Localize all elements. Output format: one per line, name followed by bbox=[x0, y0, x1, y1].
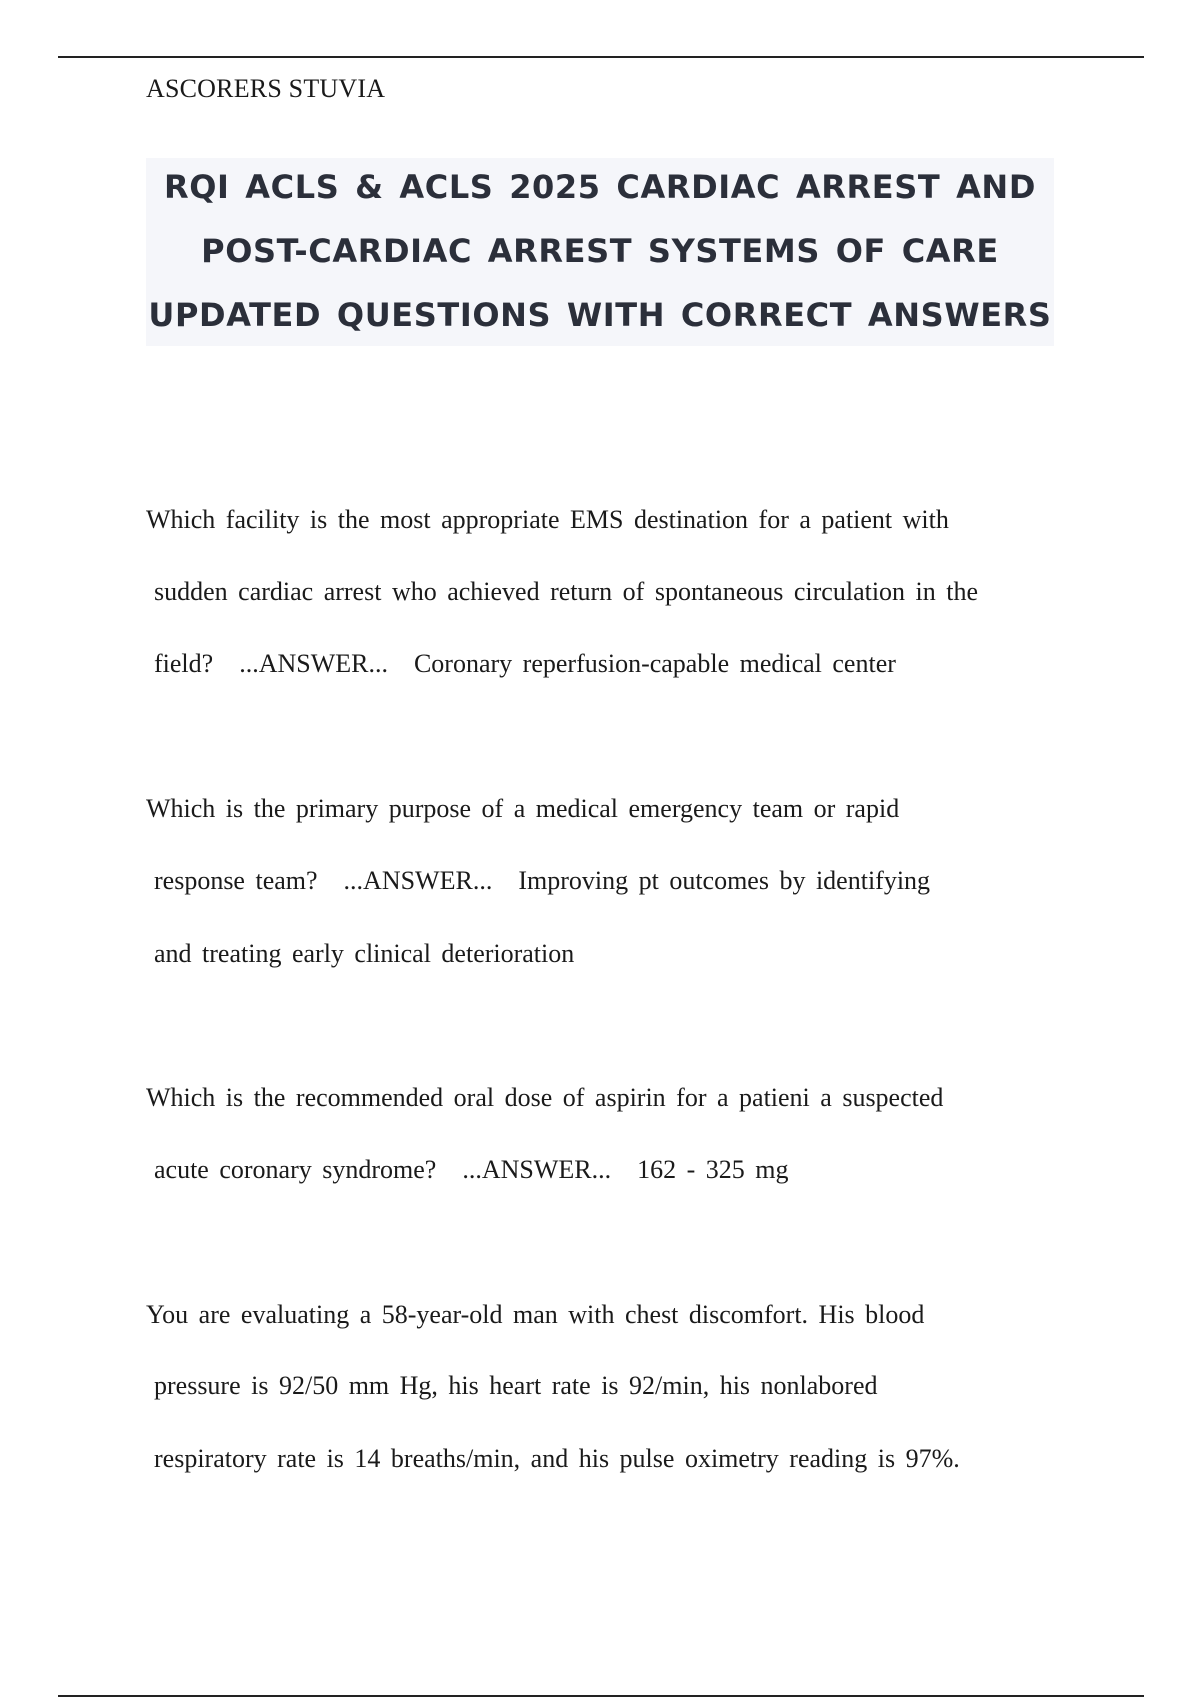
answer-marker: ...ANSWER... bbox=[343, 866, 493, 895]
top-rule bbox=[58, 56, 1144, 58]
source-label: ASCORERS STUVIA bbox=[146, 74, 386, 103]
answer-3: 162 - 325 mg bbox=[637, 1155, 789, 1184]
question-1-line-1: Which facility is the most appropriate EMS destination for a patient with bbox=[146, 505, 949, 534]
answer-marker: ...ANSWER... bbox=[239, 649, 388, 678]
answer-1: Coronary reperfusion-capable medical center bbox=[413, 649, 896, 678]
title-line-1: RQI ACLS & ACLS 2025 CARDIAC ARREST AND bbox=[164, 168, 1036, 206]
answer-marker: ...ANSWER... bbox=[462, 1155, 612, 1184]
question-3-text-end: acute coronary syndrome? bbox=[154, 1155, 437, 1184]
question-4-line-3: respiratory rate is 14 breaths/min, and his pulse oximetry reading is 97%. bbox=[154, 1444, 960, 1473]
question-3-line-1: Which is the recommended oral dose of aspirin for a patieni a suspected bbox=[146, 1083, 944, 1112]
question-1-line-2: sudden cardiac arrest who achieved return of spontaneous circulation in the bbox=[154, 577, 979, 606]
question-4-line-1: You are evaluating a 58-year-old man with chest discomfort. His blood bbox=[146, 1300, 925, 1329]
question-1-line-3 bbox=[154, 649, 896, 679]
question-4-line-2: pressure is 92/50 mm Hg, his heart rate is 92/min, his nonlabored bbox=[154, 1371, 878, 1400]
title-line-2: POST-CARDIAC ARREST SYSTEMS OF CARE bbox=[201, 232, 999, 270]
question-2-line-2 bbox=[154, 866, 930, 896]
question-2-text-end: response team? bbox=[154, 866, 318, 895]
question-2-line-1: Which is the primary purpose of a medical emergency team or rapid bbox=[146, 794, 900, 823]
title-line-3: UPDATED QUESTIONS WITH CORRECT ANSWERS bbox=[148, 296, 1052, 334]
question-3-line-2 bbox=[154, 1155, 789, 1185]
document-title bbox=[146, 158, 1054, 346]
question-1-text-end: field? bbox=[154, 649, 214, 678]
bottom-rule bbox=[58, 1695, 1144, 1697]
answer-2-part-1: Improving pt outcomes by identifying bbox=[518, 866, 931, 895]
answer-2-part-2: and treating early clinical deterioration bbox=[154, 939, 575, 968]
